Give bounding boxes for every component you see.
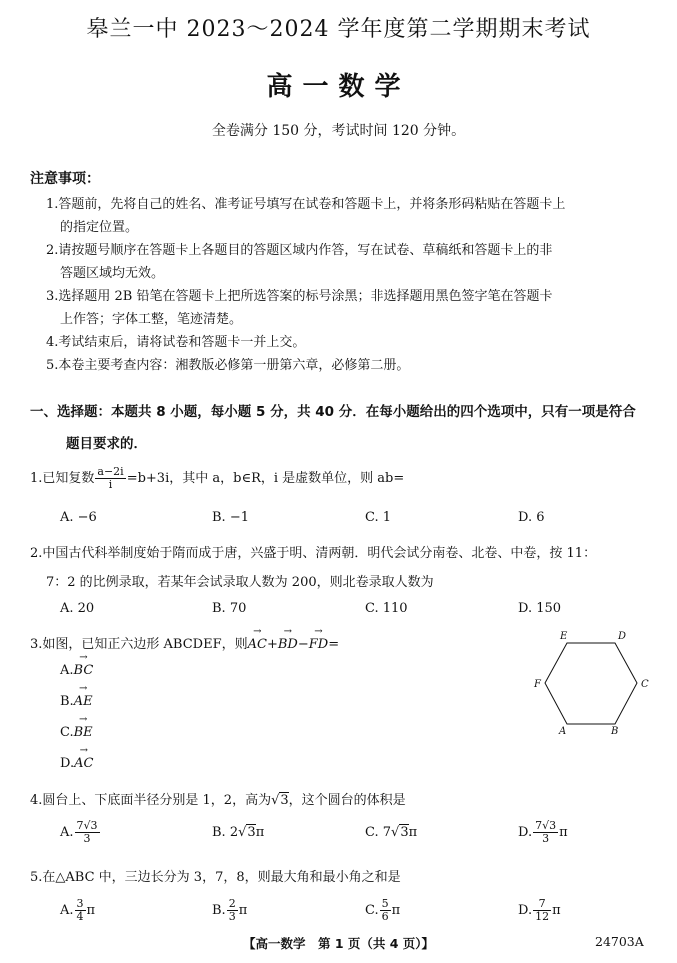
q1-option-d: D. 6 (518, 510, 545, 525)
q5-option-d (518, 898, 561, 923)
hexagon-figure (525, 628, 655, 740)
q3-prefix: 3.如图，已知正六边形 ABCDEF，则 (30, 637, 248, 652)
frac-den: 6 (381, 910, 389, 923)
frac-den: 3 (83, 832, 91, 845)
q1-prefix: 1.已知复数 (30, 471, 95, 486)
question-2: 2.中国古代科举制度始于隋而成于唐，兴盛于明、清两朝．明代会试分南卷、北卷、中卷，按 11： (30, 546, 597, 561)
option-fraction (75, 898, 86, 923)
q2-option-c: C. 110 (365, 601, 408, 616)
q4-option-d (518, 820, 568, 845)
option-letter: B. (212, 903, 226, 918)
option-letter: A. (60, 825, 74, 840)
q5-option-c (365, 898, 400, 923)
section-heading-cont: 题目要求的． (66, 436, 147, 452)
option-radicand: 3 (247, 825, 256, 840)
option-fraction (533, 820, 558, 845)
q4-option-b: B. 2√3π (212, 825, 265, 840)
option-letter: A. (60, 903, 74, 918)
option-vector: → BE (74, 725, 93, 740)
q2-option-b: B. 70 (212, 601, 247, 616)
q3-option-d (60, 756, 93, 771)
notice-line: 5.本卷主要考查内容：湘教版必修第一册第六章，必修第二册。 (46, 358, 410, 373)
q4-text-post: ，这个圆台的体积是 (288, 793, 406, 808)
option-fraction (227, 898, 238, 923)
q5-option-b (212, 898, 247, 923)
q4-sqrt: 3 (280, 793, 289, 808)
hex-label-e: E (560, 631, 568, 642)
frac-num: 3 (76, 897, 84, 910)
hex-label-b: B (611, 726, 619, 737)
exam-code: 24703A (595, 934, 644, 949)
option-letter: D. (518, 825, 533, 840)
hex-label-c: C (641, 679, 649, 690)
score-info: 全卷满分 150 分，考试时间 120 分钟。 (211, 123, 466, 139)
hexagon-shape (545, 643, 637, 724)
question-3 (30, 633, 339, 652)
q2-option-a: A. 20 (60, 601, 95, 616)
q3-option-c (60, 725, 93, 740)
option-letter: B. (212, 825, 226, 840)
q5-option-a (60, 898, 95, 923)
option-vector: → AC (74, 756, 93, 771)
option-fraction (75, 820, 100, 845)
option-pi: π (559, 825, 568, 840)
frac-num: 5 (381, 897, 389, 910)
q3-vector-1: → AC (248, 637, 267, 652)
q3-vector-3: → FD (309, 637, 328, 652)
q3-op: − (297, 637, 309, 652)
notice-line: 答题区域均无效。 (60, 266, 165, 281)
hex-label-d: D (618, 631, 627, 642)
notice-heading: 注意事项： (30, 171, 100, 187)
q2-option-d: D. 150 (518, 601, 562, 616)
option-letter: A. (60, 663, 74, 678)
q4-text: 4.圆台上、下底面半径分别是 1，2，高为 (30, 793, 272, 808)
frac-num: 7√3 (76, 819, 98, 832)
question-5: 5.在△ABC 中，三边长分为 3，7，8，则最大角和最小角之和是 (30, 870, 401, 885)
section-heading: 一、选择题：本题共 8 小题，每小题 5 分，共 40 分．在每小题给出的四个选项中，只有一项是符合 (30, 404, 636, 420)
q1-option-c: C. 1 (365, 510, 392, 525)
option-pi: π (255, 825, 265, 840)
option-pi: π (408, 825, 418, 840)
q3-vector-2: → BD (278, 637, 298, 652)
q1-fraction (95, 466, 125, 491)
q1-frac-den: i (108, 478, 113, 491)
option-pi: π (552, 903, 561, 918)
exam-title: 皋兰一中 2023～2024 学年度第二学期期末考试 (86, 17, 591, 42)
notice-line: 2.请按题号顺序在答题卡上各题目的答题区域内作答，写在试卷、草稿纸和答题卡上的非 (46, 243, 553, 258)
q4-option-c: C. 7√3π (365, 825, 418, 840)
notice-line: 的指定位置。 (60, 220, 139, 235)
frac-den: 12 (535, 910, 550, 923)
option-vector: → BC (74, 663, 94, 678)
q1-frac-num: a−2i (97, 465, 124, 478)
option-coef: 2 (229, 825, 239, 840)
option-radicand: 3 (400, 825, 409, 840)
subject-title: 高一数学 (266, 72, 411, 102)
option-letter: C. (365, 825, 379, 840)
q1-option-a: A. −6 (60, 510, 97, 525)
q4-option-a (60, 820, 101, 845)
q3-option-b (60, 694, 93, 709)
hex-label-a: A (559, 726, 567, 737)
q3-option-a (60, 663, 93, 678)
q3-op: + (266, 637, 278, 652)
frac-num: 7√3 (535, 819, 557, 832)
option-letter: D. (60, 756, 75, 771)
q3-suffix: = (328, 637, 340, 652)
question-1 (30, 466, 404, 491)
option-letter: C. (60, 725, 74, 740)
option-pi: π (391, 903, 401, 918)
hex-label-f: F (534, 679, 541, 690)
frac-num: 2 (228, 897, 236, 910)
question-4: 4.圆台上、下底面半径分别是 1，2，高为√3，这个圆台的体积是 (30, 793, 406, 808)
option-letter: C. (365, 903, 379, 918)
option-fraction (533, 898, 551, 923)
frac-den: 3 (228, 910, 236, 923)
option-coef: 7 (382, 825, 392, 840)
option-letter: D. (518, 903, 533, 918)
option-pi: π (238, 903, 248, 918)
frac-den: 3 (542, 832, 550, 845)
option-fraction (380, 898, 391, 923)
question-2-cont: 7：2 的比例录取，若某年会试录取人数为 200，则北卷录取人数为 (46, 575, 434, 590)
notice-line: 1.答题前，先将自己的姓名、准考证号填写在试卷和答题卡上，并将条形码粘贴在答题卡上 (46, 197, 566, 212)
notice-line: 4.考试结束后，请将试卷和答题卡一并上交。 (46, 335, 306, 350)
option-pi: π (86, 903, 96, 918)
notice-line: 上作答；字体工整，笔迹清楚。 (60, 312, 243, 327)
frac-den: 4 (76, 910, 84, 923)
q1-option-b: B. −1 (212, 510, 249, 525)
frac-num: 7 (533, 898, 551, 911)
option-vector: → AE (74, 694, 93, 709)
q1-suffix: =b+3i，其中 a，b∈R，i 是虚数单位，则 ab= (126, 471, 405, 486)
page-footer: 【高一数学 第 1 页（共 4 页）】 (242, 936, 435, 951)
notice-line: 3.选择题用 2B 铅笔在答题卡上把所选答案的标号涂黑；非选择题用黑色签字笔在答题卡 (46, 289, 553, 304)
option-letter: B. (60, 694, 74, 709)
